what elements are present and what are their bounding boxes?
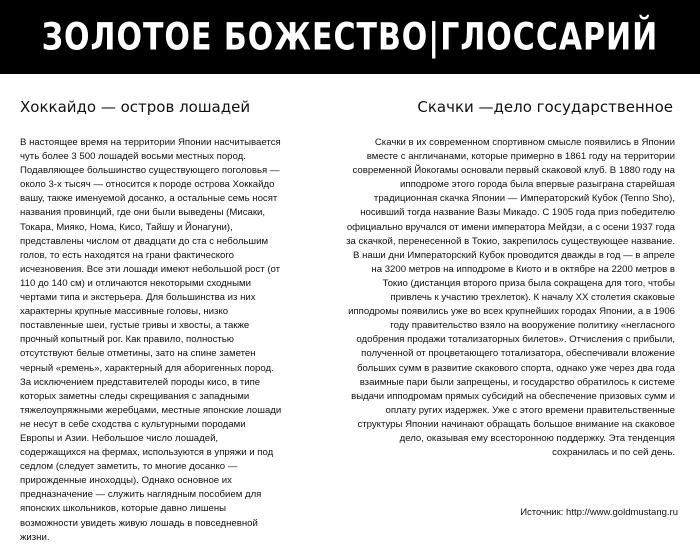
article-horse-racing-body: Скачки в их современном спортивном смысле появились в Японии вместе с англичанами, которые примерно в 1861 году на территории современной Йокогамы основали первый скаковой клуб. В 1880 году на ипподроме этого города была впервые разыграна старейшая традиционная скачка Японии — Императорский Кубок (Tenno Sho), носивший тогда название Вазы Микадо. С 1905 года приз победителю официально вручался от имени императора Мейдзи, а с осени 1937 года за скачкой, перенесенной в Токио, закрепилось существующее название. В наши дни Императорский Кубок проводится дважды в год — в апреле на 3200 метров на ипподроме в Киото и в октябре на 2200 метров в Токио (дистанция второго приза была сокращена для того, чтобы привлечь к участию трехлеток). К началу XX столетия скаковые ипподромы появились уже во всех крупнейших городах Японии, а в 1906 году правительство взяло на вооружение политику «негласного одобрения продажи тотализаторных билетов». Отчисления с прибыли, полученной от процветающего тотализатора, обеспечивали вложение больших сумм в развитие скакового спорта, однако уже через два года взаимные пари были запрещены, и государство обратилось к системе выдачи ипподромам прямых субсидий на обеспечение призовых сумм и оплату ругих издержек. Уже с этого времени правительственные структуры Японии начинают обращать большое внимание на скаковое дело, оказывая ему всесторонною поддержку. Эта тенденция сохранилась и по сей день. [346, 137, 675, 459]
page-title: ЗОЛОТОЕ БОЖЕСТВО|ГЛОССАРИЙ [41, 15, 659, 59]
article-horse-racing-heading: Скачки —дело государственное [417, 98, 673, 116]
header-banner [0, 0, 700, 74]
article-hokkaido-body: В настоящее время на территории Японии насчитывается чуть более 3 500 лошадей восьми местных пород. Подавляющее большинство существующего поголовья — около 3-х тысяч — относится к породе острова Хоккайдо вашу, также именуемой досанко, а остальные семь носят названия провинций, где они были выведены (Мисаки, Токара, Мияко, Нома, Кисо, Тайшу и Йонагуни), представлены числом от двадцати до ста с небольшим голов, то есть находятся на грани фактического исчезновения. Все эти лошади имеют небольшой рост (от 110 до 140 см) и отличаются некоторыми сходными чертами типа и экстерьера. Для большинства из них характерны крупные массивные головы, низко поставленные шеи, густые гривы и хвосты, а также прочный копытный рог. Как правило, полностью отсутствуют белые отметины, зато на спине заметен черный «ремень», характерный для аборигенных пород. За исключением представителей породы кисо, в типе которых заметны следы скрещивания с западными тяжелоупряжными жеребцами, местные японские лошади не несут в себе сходства с культурными породами Европы и Азии. Небольшое число лошадей, содержащихся на фермах, используются в упряжи и под седлом (следует заметить, то многие досанко — прирожденные иноходцы). Однако основное их предназначение — служить наглядным пособием для японских школьников, которые давно лишены возможности увидеть живую лошадь в повседневной жизни. [20, 137, 282, 543]
article-hokkaido-heading: Хоккайдо — остров лошадей [20, 98, 251, 116]
article-horse-racing [345, 98, 675, 460]
article-hokkaido [20, 98, 282, 545]
source-credit: Источник: http://www.goldmustang.ru [520, 507, 678, 518]
